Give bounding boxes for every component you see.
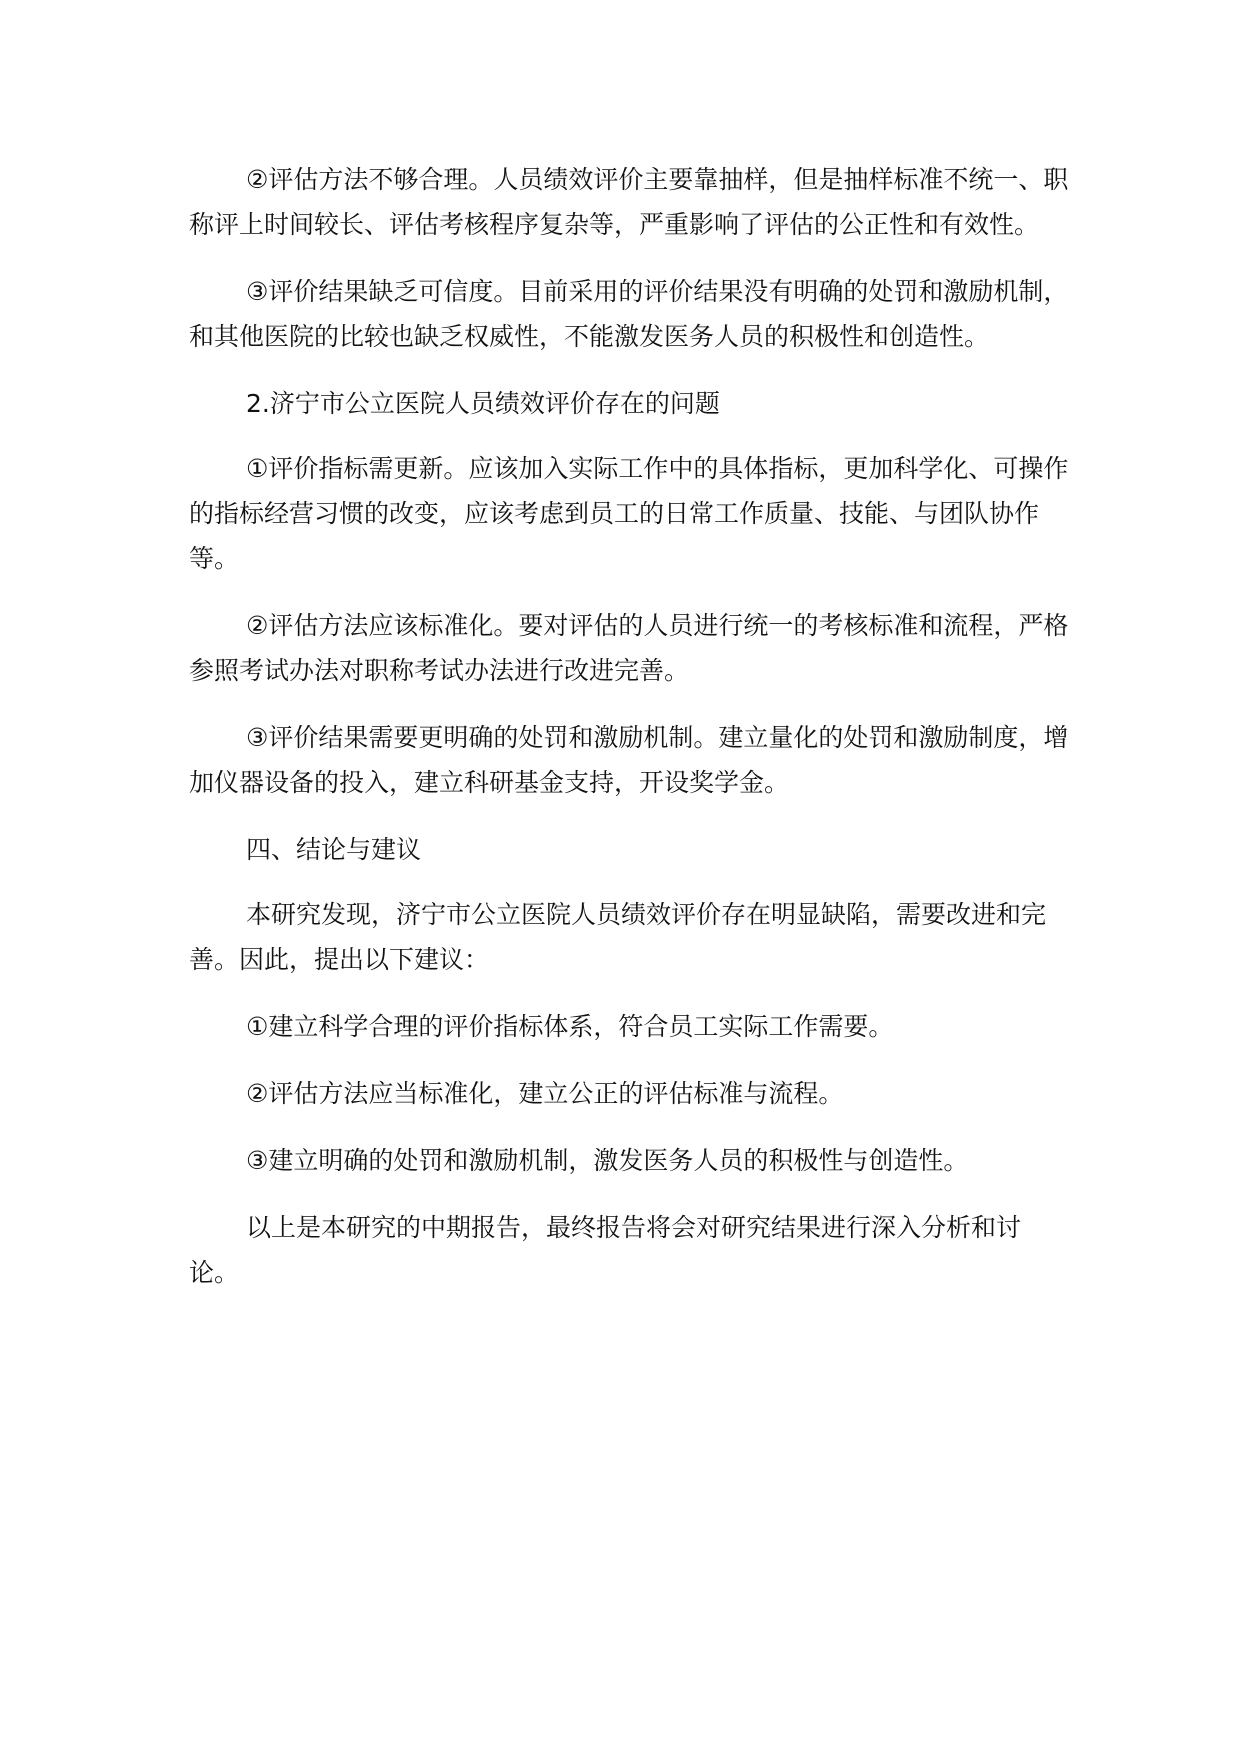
recommendation-item-3: ③建立明确的处罚和激励机制，激发医务人员的积极性与创造性。 [246,1146,969,1175]
paragraph-closing: 以上是本研究的中期报告，最终报告将会对研究结果进行深入分析和讨论。 [189,1213,1022,1287]
recommendation-item-2: ②评估方法应当标准化，建立公正的评估标准与流程。 [246,1079,844,1108]
paragraph-incentive-mechanism: ③评价结果需要更明确的处罚和激励机制。建立量化的处罚和激励制度，增加仪器设备的投入，建立科研基金支持，开设奖学金。 [189,723,1069,797]
document-body [189,157,1069,1317]
section-heading-conclusion: 四、结论与建议 [246,835,422,864]
paragraph-evaluation-method: ②评估方法不够合理。人员绩效评价主要靠抽样，但是抽样标准不统一、职称评上时间较长、评估考核程序复杂等，严重影响了评估的公正性和有效性。 [189,165,1069,239]
paragraph-findings: 本研究发现，济宁市公立医院人员绩效评价存在明显缺陷，需要改进和完善。因此，提出以下建议： [189,900,1047,974]
recommendation-item-1: ①建立科学合理的评价指标体系，符合员工实际工作需要。 [246,1012,894,1041]
paragraph-result-credibility: ③评价结果缺乏可信度。目前采用的评价结果没有明确的处罚和激励机制，和其他医院的比较也缺乏权威性，不能激发医务人员的积极性和创造性。 [189,277,1069,351]
section-heading-jining-problems: 2.济宁市公立医院人员绩效评价存在的问题 [246,389,720,418]
paragraph-standardize-method: ②评估方法应该标准化。要对评估的人员进行统一的考核标准和流程，严格参照考试办法对职称考试办法进行改进完善。 [189,611,1069,685]
paragraph-update-indicators: ①评价指标需更新。应该加入实际工作中的具体指标，更加科学化、可操作的指标经营习惯的改变，应该考虑到员工的日常工作质量、技能、与团队协作等。 [189,454,1069,573]
